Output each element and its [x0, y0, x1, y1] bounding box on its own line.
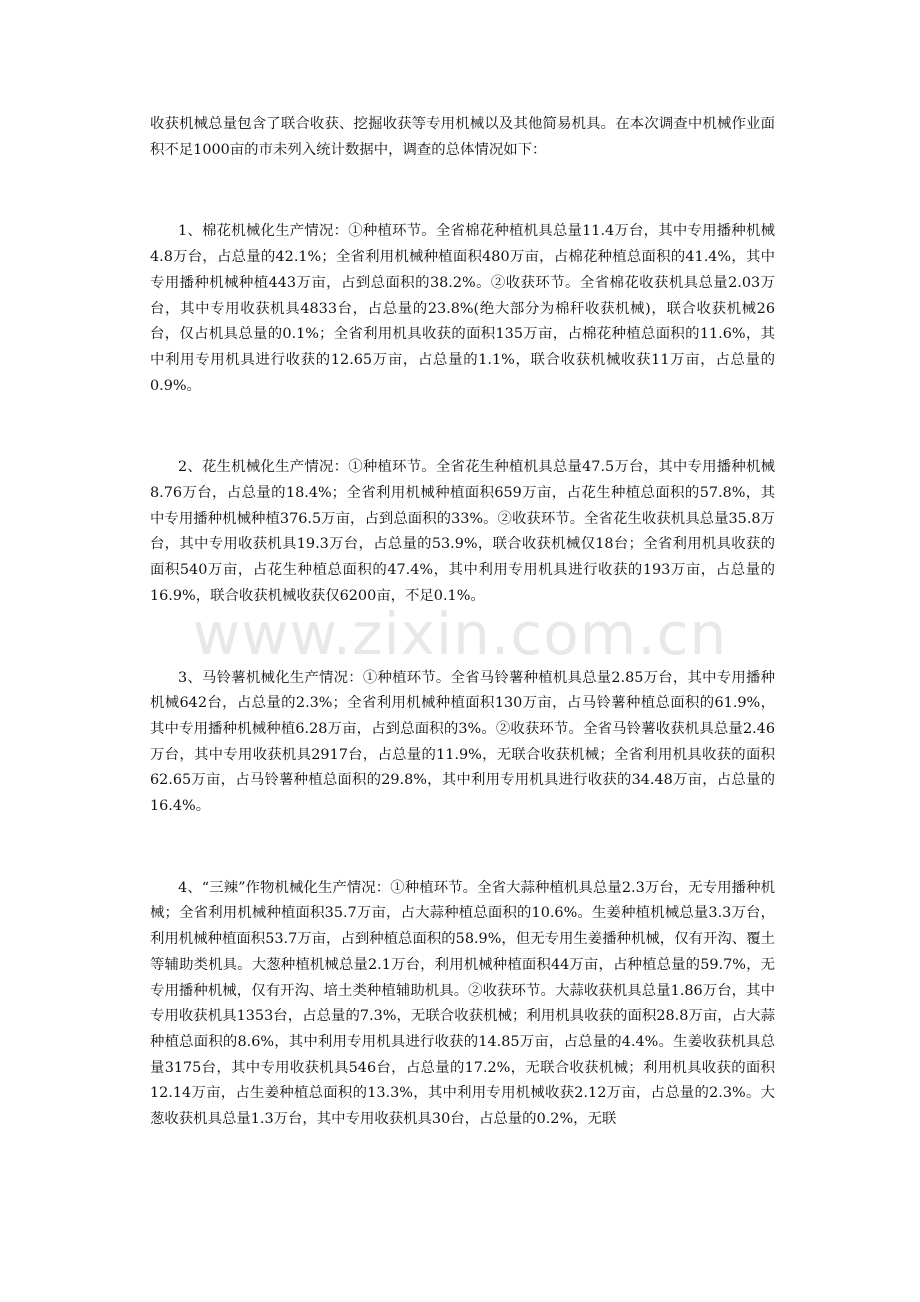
intro-paragraph: 收获机械总量包含了联合收获、挖掘收获等专用机械以及其他简易机具。在本次调查中机械作业面积不足1000亩的市未列入统计数据中，调查的总体情况如下： — [150, 116, 775, 158]
document-body — [150, 112, 775, 1133]
section-potato-paragraph: 3、马铃薯机械化生产情况：①种植环节。全省马铃薯种植机具总量2.85万台，其中专用播种机械642台，占总量的2.3%；全省利用机械种植面积130万亩，占马铃薯种植总面积的61.9%，其中专用播种机械种植6.28万亩，占到总面积的3%。②收获环节。全省马铃薯收获机具总量2.46万台，其中专用收获机具2917台，占总量的11.9%，无联合收获机械；全省利用机具收获的面积62.65万亩，占马铃薯种植总面积的29.8%，其中利用专用机具进行收获的34.48万亩，占总量的16.4%。 — [150, 669, 775, 815]
section-three-spicy-paragraph: 4、“三辣”作物机械化生产情况：①种植环节。全省大蒜种植机具总量2.3万台，无专用播种机械；全省利用机械种植面积35.7万亩，占大蒜种植总面积的10.6%。生姜种植机械总量3.3万台，利用机械种植面积53.7万亩，占到种植总面积的58.9%，但无专用生姜播种机械，仅有开沟、覆土等辅助类机具。大葱种植机械总量2.1万台，利用机械种植面积44万亩，占种植总量的59.7%，无专用播种机械，仅有开沟、培土类种植辅助机具。②收获环节。大蒜收获机具总量1.86万台，其中专用收获机具1353台，占总量的7.3%，无联合收获机械；利用机具收获的面积28.8万亩，占大蒜种植总面积的8.6%，其中利用专用机具进行收获的14.85万亩，占总量的4.4%。生姜收获机具总量3175台，其中专用收获机具546台，占总量的17.2%，无联合收获机械；利用机具收获的面积12.14万亩，占生姜种植总面积的13.3%，其中利用专用机械收获2.12万亩，占总量的2.3%。大葱收获机具总量1.3万台，其中专用收获机具30台，占总量的0.2%，无联 — [150, 879, 775, 1128]
paragraph-spacer — [150, 399, 775, 455]
paragraph-spacer — [150, 163, 775, 219]
watermark: www.zixin.com.cn — [192, 600, 728, 668]
section-cotton-paragraph: 1、棉花机械化生产情况：①种植环节。全省棉花种植机具总量11.4万台，其中专用播种机械4.8万台，占总量的42.1%；全省利用机械种植面积480万亩，占棉花种植总面积的41.4%，其中专用播种机械种植443万亩，占到总面积的38.2%。②收获环节。全省棉花收获机具总量2.03万台，其中专用收获机具4833台，占总量的23.8%(绝大部分为棉秆收获机械)，联合收获机械26台，仅占机具总量的0.1%；全省利用机具收获的面积135万亩，占棉花种植总面积的11.6%，其中利用专用机具进行收获的12.65万亩，占总量的1.1%，联合收获机械收获11万亩，占总量的0.9%。 — [150, 223, 775, 394]
paragraph-spacer — [150, 610, 775, 666]
section-peanut-paragraph: 2、花生机械化生产情况：①种植环节。全省花生种植机具总量47.5万台，其中专用播种机械8.76万台，占总量的18.4%；全省利用机械种植面积659万亩，占花生种植总面积的57.8%，其中专用播种机械种植376.5万亩，占到总面积的33%。②收获环节。全省花生收获机具总量35.8万台，其中专用收获机具19.3万台，占总量的53.9%，联合收获机械仅18台；全省利用机具收获的面积540万亩，占花生种植总面积的47.4%，其中利用专用机具进行收获的193万亩，占总量的16.9%，联合收获机械收获仅6200亩，不足0.1%。 — [150, 459, 775, 604]
paragraph-spacer — [150, 820, 775, 876]
